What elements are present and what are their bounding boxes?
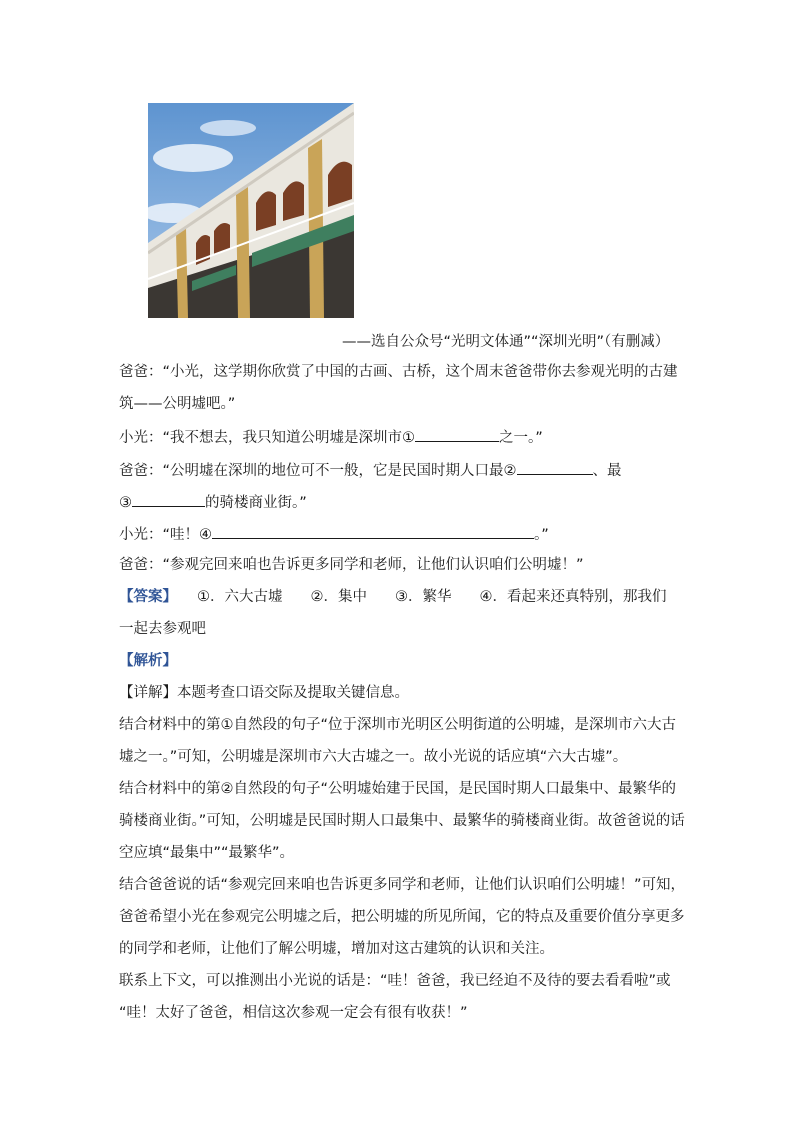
analysis-para-1-line-2: 墟之一。”可知，公明墟是深圳市六大古墟之一。故小光说的话应填“六大古墟”。 <box>119 749 628 765</box>
answer-item: ④．看起来还真特别，那我们 <box>479 589 667 605</box>
analysis-label: 【解析】 <box>119 653 177 669</box>
dialogue-line-1: 爸爸：“小光，这学期你欣赏了中国的古画、古桥，这个周末爸爸带你去参观光明的古建 <box>119 364 678 380</box>
answer-item: ②．集中 <box>310 589 367 605</box>
dialogue-text: 小光：“我不想去，我只知道公明墟是深圳市① <box>119 430 416 446</box>
fill-blank-1 <box>415 426 499 442</box>
source-caption: ——选自公众号“光明文体通”“深圳光明”（有删减） <box>342 334 670 350</box>
fill-blank-3 <box>132 491 205 507</box>
answer-item: ③．繁华 <box>395 589 452 605</box>
dialogue-line-2: 筑——公明墟吧。” <box>119 396 236 412</box>
dialogue-text: ③ <box>119 495 132 511</box>
dialogue-text: 的骑楼商业街。” <box>205 495 307 511</box>
analysis-para-4-line-1: 联系上下文，可以推测出小光说的话是：“哇！爸爸，我已经迫不及待的要去看看啦”或 <box>119 973 671 989</box>
analysis-para-3-line-1: 结合爸爸说的话“参观完回来咱也告诉更多同学和老师，让他们认识咱们公明墟！”可知， <box>119 877 686 893</box>
analysis-para-2-line-2: 骑楼商业街。”可知，公明墟是民国时期人口最集中、最繁华的骑楼商业街。故爸爸说的话 <box>119 813 685 829</box>
answer-items <box>197 589 667 605</box>
dialogue-line-3 <box>119 426 543 448</box>
dialogue-text: 之一。” <box>499 430 543 446</box>
analysis-para-2-line-1: 结合材料中的第②自然段的句子“公明墟始建于民国，是民国时期人口最集中、最繁华的 <box>119 781 677 797</box>
detail-line <box>119 683 409 703</box>
analysis-para-4-line-2: “哇！太好了爸爸，相信这次参观一定会有很有收获！” <box>119 1005 468 1021</box>
dialogue-line-5 <box>119 491 307 513</box>
analysis-para-2-line-3: 空应填“最集中”“最繁华”。 <box>119 845 295 861</box>
fill-blank-2 <box>517 459 593 475</box>
dialogue-text: 、最 <box>592 463 622 479</box>
detail-tag: 【详解】 <box>119 685 177 701</box>
answer-line <box>119 587 667 607</box>
dialogue-text: 。” <box>534 527 549 543</box>
answer-continuation: 一起去参观吧 <box>119 621 206 637</box>
building-photo <box>148 103 354 318</box>
detail-text: 本题考查口语交际及提取关键信息。 <box>177 685 409 701</box>
dialogue-line-4 <box>119 459 622 481</box>
dialogue-text: 小光：“哇！④ <box>119 527 213 543</box>
answer-tag: 【答案】 <box>119 589 177 605</box>
analysis-para-3-line-3: 的同学和老师，让他们了解公明墟，增加对这古建筑的认识和关注。 <box>119 941 554 957</box>
dialogue-line-6 <box>119 523 549 545</box>
analysis-para-1-line-1: 结合材料中的第①自然段的句子“位于深圳市光明区公明街道的公明墟，是深圳市六大古 <box>119 717 677 733</box>
dialogue-line-7: 爸爸：“参观完回来咱也告诉更多同学和老师，让他们认识咱们公明墟！” <box>119 557 584 573</box>
answer-item: ①．六大古墟 <box>197 589 283 605</box>
analysis-tag <box>119 651 177 671</box>
analysis-para-3-line-2: 爸爸希望小光在参观完公明墟之后，把公明墟的所见所闻，它的特点及重要价值分享更多 <box>119 909 685 925</box>
dialogue-text: 爸爸：“公明墟在深圳的地位可不一般，它是民国时期人口最② <box>119 463 517 479</box>
fill-blank-4 <box>212 523 534 539</box>
